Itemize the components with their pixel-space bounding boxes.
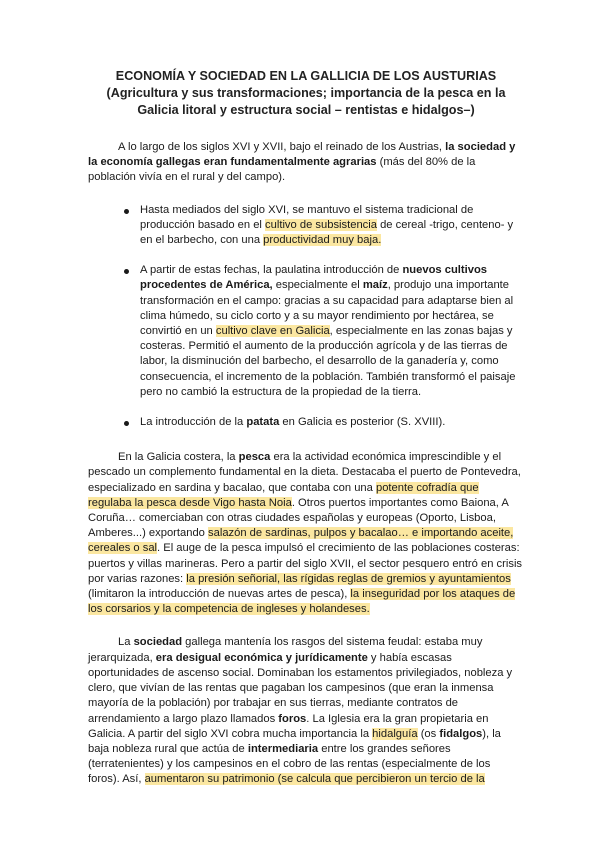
highlight: la presión señorial, las rígidas reglas de gremios y ayuntamientos [186, 572, 511, 585]
highlight: cultivo clave en Galicia [215, 325, 330, 338]
society-paragraph: La sociedad gallega mantenía los rasgos del sistema feudal: estaba muy jerarquizada, era desigual económica y jurídicamente y había escasas oportunidades de ascenso social. Dominaban los estamentos privilegiados, nobleza y clero, que vivían de las rentas que pagaban los campesinos (que eran la inmensa mayoría de la población) por trabajar en sus tierras, mediante contratos de arrendamiento a largo plazo llamados foros. La Iglesia era la gran propietaria en Galicia. A partir del siglo XVI cobra mucha importancia la hidalguía (os fidalgos), la baja nobleza rural que actúa de intermediaria entre los grandes señores (terratenientes) y los campesinos en el cobro de las rentas (especialmente de los foros). Así, aumentaron su patrimonio (se calcula que percibieron un tercio de la [88, 636, 513, 786]
highlight: cultivo de subsistencia [265, 218, 377, 231]
highlight: hidalguía [372, 727, 418, 740]
document-subtitle: (Agricultura y sus transformaciones; importancia de la pesca en la Galicia litoral y estructura social – rentistas e hidalgos–) [106, 86, 506, 117]
highlight: productividad muy baja. [263, 234, 382, 247]
highlight: salazón de sardinas, pulpos y bacalao… e importando aceite, cereales o sal [88, 527, 514, 555]
agriculture-bullet-list [88, 203, 524, 431]
highlight: potente cofradía que regulaba la pesca desde Vigo hasta Noia [88, 481, 479, 509]
highlight: aumentaron su patrimonio (se calcula que percibieron un tercio de la [144, 773, 485, 786]
list-item: A partir de estas fechas, la paulatina introducción de nuevos cultivos procedentes de América, especialmente el maíz, produjo una importante transformación en el campo: gracias a su capacidad para adaptarse bien al clima húmedo, su ciclo corto y a su mayor rendimiento por hectárea, se convirtió en un cultivo clave en Galicia, especialmente en las zonas bajas y costeras. Permitió el aumento de la producción agrícola y de las tierras de labor, la disminución del barbecho, el desarrollo de la ganadería y, como consecuencia, el incremento de la población. También transformó el paisaje pero no cambió la estructura de la propiedad de la tierra. [140, 263, 524, 400]
list-item: La introducción de la patata en Galicia es posterior (S. XVIII). [140, 415, 524, 430]
list-item: Hasta mediados del siglo XVI, se mantuvo el sistema tradicional de producción basado en el cultivo de subsistencia de cereal -trigo, centeno- y en el barbecho, con una productividad muy baja. [140, 203, 524, 249]
document-title: ECONOMÍA Y SOCIEDAD EN LA GALLICIA DE LOS AUSTURIAS [115, 69, 497, 83]
fishing-paragraph: En la Galicia costera, la pesca era la actividad económica imprescindible y el pescado un complemento fundamental en la dieta. Destacaba el puerto de Pontevedra, especializado en sardina y bacalao, que contaba con una potente cofradía que regulaba la pesca desde Vigo hasta Noia. Otros puertos importantes como Baiona, A Coruña… comerciaban con otras ciudades españolas y europeas (Oporto, Lisboa, Amberes...) exportando salazón de sardinas, pulpos y bacalao… e importando aceite, cereales o sal. El auge de la pesca impulsó el crecimiento de las poblaciones costeras: puertos y villas marineras. Pero a partir del siglo XVII, el sector pesquero entró en crisis por varias razones: la presión señorial, las rígidas reglas de gremios y ayuntamientos (limitaron la introducción de nuevas artes de pesca), la inseguridad por los ataques de los corsarios y la competencia de ingleses y holandeses. [88, 451, 523, 616]
intro-paragraph: A lo largo de los siglos XVI y XVII, bajo el reinado de los Austrias, la sociedad y la economía gallegas eran fundamentalmente agrarias (más del 80% de la población vivía en el rural y del campo). [88, 141, 516, 184]
highlight: la inseguridad por los ataques de los corsarios y la competencia de ingleses y holandeses. [88, 588, 516, 616]
